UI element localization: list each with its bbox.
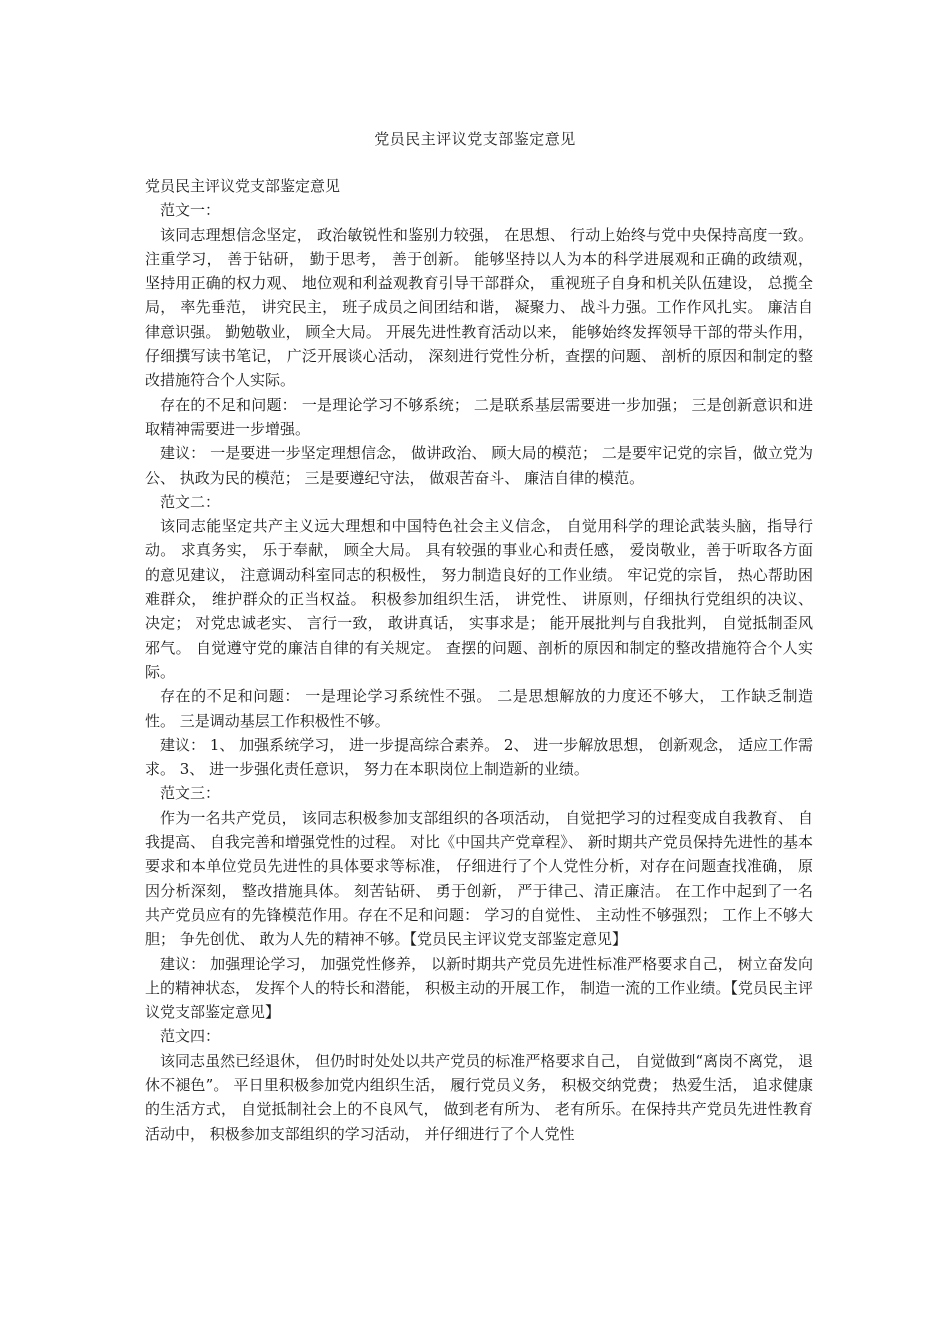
sample-label-2: 范文二：	[160, 492, 221, 511]
sample-label-1: 范文一：	[160, 201, 221, 220]
document-title: 党员民主评议党支部鉴定意见	[374, 130, 576, 148]
body-paragraph: 作为一名共产党员， 该同志积极参加支部组织的各项活动， 自觉把学习的过程变成自我教育、 自我提高、 自我完善和增强党性的过程。 对比《中国共产党章程》、 新时期共产党员保持先进性的基本要求和本单位党员先进性的具体要求等标准， 仔细进行了个人党性分析，对存在问题查找准确， 原因分析深刻， 整改措施具体。 刻苦钻研、 勇于创新， 严于律己、清正廉洁。 在工作中起到了一名共产党员应有的先锋模范作用。存在不足和问题： 学习的自觉性、 主动性不够强烈； 工作上不够大胆； 争先创优、 敢为人先的精神不够。【党员民主评议党支部鉴定意见】	[145, 808, 813, 949]
body-paragraph: 该同志能坚定共产主义远大理想和中国特色社会主义信念， 自觉用科学的理论武装头脑，指导行动。 求真务实， 乐于奉献， 顾全大局。 具有较强的事业心和责任感， 爱岗敬业，善于听取各方面的意见建议， 注意调动科室同志的积极性， 努力制造良好的工作业绩。 牢记党的宗旨， 热心帮助困难群众， 维护群众的正当权益。 积极参加组织生活， 讲党性、 讲原则，仔细执行党组织的决议、 决定； 对党忠诚老实、 言行一致， 敢讲真话， 实事求是； 能开展批判与自我批判， 自觉抵制歪风邪气。 自觉遵守党的廉洁自律的有关规定。 查摆的问题、剖析的原因和制定的整改措施符合个人实际。	[145, 517, 813, 681]
body-paragraph: 存在的不足和问题： 一是理论学习不够系统； 二是联系基层需要进一步加强； 三是创新意识和进取精神需要进一步增强。	[145, 395, 813, 438]
sample-label-3: 范文三：	[160, 784, 221, 803]
body-paragraph: 建议： 1、 加强系统学习， 进一步提高综合素养。 2、 进一步解放思想， 创新观念， 适应工作需求。 3、 进一步强化责任意识， 努力在本职岗位上制造新的业绩。	[145, 735, 813, 779]
body-paragraph: 该同志理想信念坚定， 政治敏锐性和鉴别力较强， 在思想、 行动上始终与党中央保持高度一致。 注重学习， 善于钻研， 勤于思考， 善于创新。 能够坚持以人为本的科学进展观和正确的政绩观， 坚持用正确的权力观、 地位观和利益观教育引导干部群众， 重视班子自身和机关队伍建设， 总揽全局， 率先垂范， 讲究民主， 班子成员之间团结和谐， 凝聚力、 战斗力强。工作作风扎实。 廉洁自律意识强。 勤勉敬业， 顾全大局。 开展先进性教育活动以来， 能够始终发挥领导干部的带头作用， 仔细撰写读书笔记， 广泛开展谈心活动， 深刻进行党性分析，查摆的问题、 剖析的原因和制定的整改措施符合个人实际。	[145, 225, 813, 390]
document-body	[145, 174, 813, 1146]
sample-label-4: 范文四：	[160, 1027, 221, 1046]
body-paragraph: 建议： 一是要进一步坚定理想信念， 做讲政治、 顾大局的模范； 二是要牢记党的宗旨，做立党为公、 执政为民的模范； 三是要遵纪守法， 做艰苦奋斗、 廉洁自律的模范。	[145, 444, 813, 487]
body-paragraph: 该同志虽然已经退休， 但仍时时处处以共产党员的标准严格要求自己， 自觉做到“离岗不离党， 退休不褪色”。 平日里积极参加党内组织生活， 履行党员义务， 积极交纳党费； 热爱生活， 追求健康的生活方式， 自觉抵制社会上的不良风气， 做到老有所为、 老有所乐。在保持共产党员先进性教育活动中， 积极参加支部组织的学习活动， 并仔细进行了个人党性	[145, 1051, 813, 1143]
body-paragraph: 建议： 加强理论学习， 加强党性修养， 以新时期共产党员先进性标准严格要求自己， 树立奋发向上的精神状态， 发挥个人的特长和潜能， 积极主动的开展工作， 制造一流的工作业绩。【党员民主评议党支部鉴定意见】	[145, 954, 813, 1022]
document-heading: 党员民主评议党支部鉴定意见	[145, 177, 341, 195]
body-paragraph: 存在的不足和问题： 一是理论学习系统性不强。 二是思想解放的力度还不够大， 工作缺乏制造性。 三是调动基层工作积极性不够。	[145, 687, 813, 730]
